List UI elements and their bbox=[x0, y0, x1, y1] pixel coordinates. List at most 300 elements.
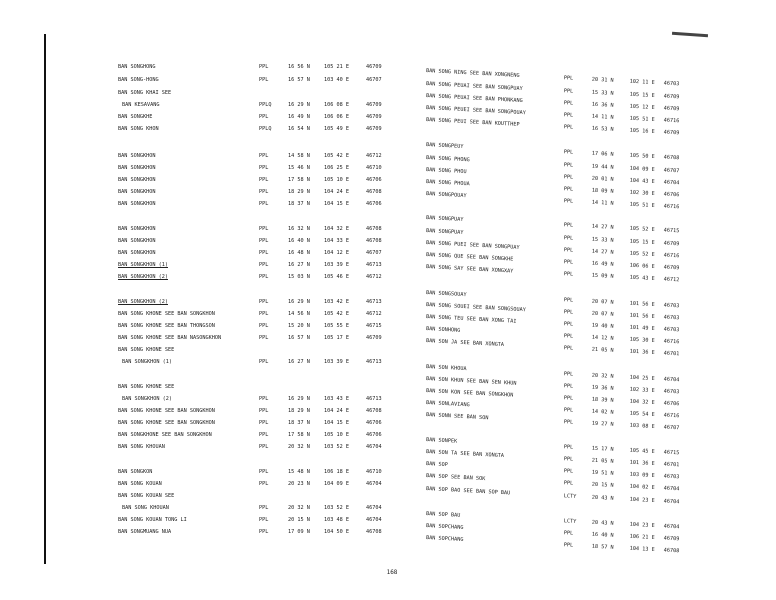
map-code: 46713 bbox=[366, 299, 382, 305]
latitude: 20 15 N bbox=[288, 517, 310, 523]
map-code: 46704 bbox=[663, 376, 680, 384]
latitude: 15 33 N bbox=[591, 89, 614, 97]
longitude: 105 15 E bbox=[629, 238, 655, 246]
longitude: 103 52 E bbox=[324, 505, 349, 511]
map-code: 46709 bbox=[366, 114, 382, 120]
feature-type: PPL bbox=[563, 247, 574, 254]
map-code: 46708 bbox=[366, 189, 382, 195]
map-code: 46716 bbox=[663, 338, 680, 346]
map-code: 46710 bbox=[366, 165, 382, 171]
map-code: 46708 bbox=[366, 408, 382, 414]
place-name: BAN SONG KHON bbox=[118, 126, 159, 132]
latitude: 18 29 N bbox=[288, 408, 310, 414]
longitude: 105 16 E bbox=[629, 127, 655, 135]
latitude: 17 09 N bbox=[288, 529, 310, 535]
place-name: BAN SONG QUE SEE BAN SONGKHE bbox=[425, 252, 514, 263]
map-code: 46703 bbox=[663, 473, 680, 481]
feature-type: PPL bbox=[563, 309, 574, 316]
longitude: 103 48 E bbox=[324, 517, 349, 523]
longitude: 106 25 E bbox=[324, 165, 349, 171]
map-code: 46708 bbox=[366, 238, 382, 244]
feature-type: PPL bbox=[259, 311, 269, 317]
longitude: 105 51 E bbox=[629, 115, 655, 123]
longitude: 105 42 E bbox=[324, 153, 349, 159]
feature-type: PPL bbox=[563, 444, 574, 451]
longitude: 105 12 E bbox=[629, 103, 655, 111]
place-name: BAN SONG KHONE SEE BAN SONGKHON bbox=[118, 420, 215, 426]
feature-type: PPL bbox=[259, 529, 269, 535]
feature-type: PPL bbox=[563, 198, 574, 205]
feature-type: PPL bbox=[259, 359, 269, 365]
longitude: 104 32 E bbox=[324, 226, 349, 232]
map-code: 46704 bbox=[663, 179, 680, 187]
map-code: 46703 bbox=[663, 80, 680, 88]
feature-type: PPL bbox=[563, 321, 574, 328]
latitude: 16 32 N bbox=[288, 226, 310, 232]
place-name: BAN SONG SOUEI SEE BAN SONGSOUAY bbox=[425, 302, 526, 314]
place-name: BAN SONGKHON bbox=[118, 250, 156, 256]
place-name: BAN SON TA SEE BAN XONGTA bbox=[425, 449, 505, 460]
latitude: 14 58 N bbox=[288, 153, 310, 159]
longitude: 104 24 E bbox=[324, 408, 349, 414]
map-code: 46709 bbox=[366, 335, 382, 341]
latitude: 14 11 N bbox=[591, 199, 614, 207]
longitude: 105 52 E bbox=[629, 225, 655, 233]
map-code: 46703 bbox=[663, 326, 680, 334]
latitude: 16 29 N bbox=[288, 396, 310, 402]
map-code: 46706 bbox=[366, 420, 382, 426]
map-code: 46703 bbox=[663, 302, 680, 310]
feature-type: PPL bbox=[563, 383, 574, 390]
latitude: 20 43 N bbox=[591, 494, 614, 502]
feature-type: PPL bbox=[563, 468, 574, 475]
feature-type: PPL bbox=[259, 64, 269, 70]
place-name: BAN SONGKHON (1) bbox=[122, 359, 172, 365]
map-code: 46706 bbox=[366, 201, 382, 207]
map-code: 46704 bbox=[663, 523, 680, 531]
latitude: 15 20 N bbox=[288, 323, 310, 329]
map-code: 46715 bbox=[663, 227, 680, 235]
place-name: BAN SONG KHOUAN bbox=[122, 505, 169, 511]
feature-type: PPL bbox=[563, 333, 574, 340]
longitude: 104 25 E bbox=[629, 374, 655, 382]
longitude: 103 52 E bbox=[324, 444, 349, 450]
map-code: 46713 bbox=[366, 262, 382, 268]
latitude: 16 36 N bbox=[591, 101, 614, 109]
feature-type: PPL bbox=[563, 222, 574, 229]
longitude: 106 21 E bbox=[629, 533, 655, 541]
feature-type: PPL bbox=[259, 153, 269, 159]
place-name: BAN SONG KOUAN bbox=[118, 481, 162, 487]
map-code: 46716 bbox=[663, 412, 680, 420]
longitude: 105 10 E bbox=[324, 177, 349, 183]
feature-type: PPL bbox=[259, 165, 269, 171]
latitude: 20 07 N bbox=[591, 310, 614, 318]
place-name: BAN SON KON SEE BAN SONGKHON bbox=[425, 388, 514, 399]
feature-type: PPL bbox=[259, 335, 269, 341]
feature-type: PPL bbox=[259, 444, 269, 450]
place-name: BAN KESAVANG bbox=[122, 102, 160, 108]
place-name: BAN SONG KHONE SEE BAN SONGKHON bbox=[118, 311, 215, 317]
feature-type: PPL bbox=[563, 259, 574, 266]
latitude: 16 53 N bbox=[591, 125, 614, 133]
map-code: 46709 bbox=[663, 105, 680, 113]
longitude: 105 43 E bbox=[629, 274, 655, 282]
latitude: 19 51 N bbox=[591, 469, 614, 477]
feature-type: PPL bbox=[563, 271, 574, 278]
map-code: 46713 bbox=[366, 359, 382, 365]
place-name: BAN SONG KHONE SEE bbox=[118, 347, 175, 353]
longitude: 101 36 E bbox=[629, 348, 655, 356]
latitude: 15 46 N bbox=[288, 165, 310, 171]
longitude: 101 56 E bbox=[629, 300, 655, 308]
place-name: BAN SONG SAY SEE BAN XONGXAY bbox=[425, 264, 514, 275]
place-name: BAN SONGHONG bbox=[118, 64, 156, 70]
feature-type: PPL bbox=[563, 149, 574, 156]
map-code: 46709 bbox=[663, 535, 680, 543]
place-name: BAN SONG-HONG bbox=[118, 77, 159, 83]
latitude: 16 27 N bbox=[288, 262, 310, 268]
longitude: 103 39 E bbox=[324, 262, 349, 268]
feature-type: LCTY bbox=[563, 518, 577, 525]
latitude: 18 09 N bbox=[591, 187, 614, 195]
place-name: BAN SONG PEUI SEE BAN KOUTTHEP bbox=[425, 117, 520, 128]
place-name: BAN SONG KHOUAN bbox=[118, 444, 165, 450]
latitude: 17 06 N bbox=[591, 150, 614, 158]
place-name: BAN SONGSOUAY bbox=[425, 290, 467, 299]
place-name: BAN SOPCHANG bbox=[425, 535, 464, 543]
map-code: 46703 bbox=[663, 314, 680, 322]
longitude: 102 33 E bbox=[629, 386, 655, 394]
place-name: BAN SON JA SEE BAN XONGTA bbox=[425, 338, 505, 349]
latitude: 15 33 N bbox=[591, 236, 614, 244]
longitude: 103 39 E bbox=[324, 359, 349, 365]
place-name: BAN SOP bbox=[425, 461, 449, 469]
longitude: 105 52 E bbox=[629, 250, 655, 258]
map-code: 46707 bbox=[366, 77, 382, 83]
latitude: 16 40 N bbox=[591, 531, 614, 539]
latitude: 20 32 N bbox=[288, 505, 310, 511]
place-name: BAN SON KHUN SEE BAN SEN KHUN bbox=[425, 376, 517, 387]
feature-type: LCTY bbox=[563, 493, 577, 500]
map-code: 46716 bbox=[663, 252, 680, 260]
map-code: 46713 bbox=[366, 396, 382, 402]
map-code: 46715 bbox=[366, 323, 382, 329]
longitude: 101 36 E bbox=[629, 459, 655, 467]
longitude: 102 11 E bbox=[629, 78, 655, 86]
longitude: 105 46 E bbox=[324, 274, 349, 280]
place-name: BAN SOPCHANG bbox=[425, 523, 464, 531]
feature-type: PPL bbox=[563, 371, 574, 378]
map-code: 46708 bbox=[663, 154, 680, 162]
longitude: 106 06 E bbox=[324, 114, 349, 120]
place-name: BAN SONG NING SEE BAN XONGNENG bbox=[425, 68, 520, 79]
map-code: 46704 bbox=[366, 505, 382, 511]
longitude: 105 45 E bbox=[629, 447, 655, 455]
place-name: BAN SONGKHONE SEE BAN SONGKHON bbox=[118, 432, 212, 438]
feature-type: PPL bbox=[563, 407, 574, 414]
place-name: BAN SONGKHON bbox=[118, 165, 156, 171]
latitude: 15 09 N bbox=[591, 272, 614, 280]
feature-type: PPL bbox=[259, 201, 269, 207]
place-name: BAN SONG KOUAN SEE bbox=[118, 493, 175, 499]
place-name: BAN SON KHOUA bbox=[425, 364, 467, 373]
place-name: BAN SONG KOUAN TONG LI bbox=[118, 517, 187, 523]
feature-type: PPL bbox=[563, 235, 574, 242]
feature-type: PPLQ bbox=[259, 126, 272, 132]
place-name: BAN SONG PEUAI SEE BAN SONGPUAY bbox=[425, 81, 523, 93]
place-name: BAN SONGKHON (2) bbox=[118, 299, 168, 305]
place-name: BAN SONG PEUEI SEE BAN SONGPOUAY bbox=[425, 105, 526, 117]
map-code: 46703 bbox=[663, 388, 680, 396]
latitude: 21 05 N bbox=[591, 457, 614, 465]
feature-type: PPL bbox=[563, 174, 574, 181]
feature-type: PPL bbox=[563, 297, 574, 304]
place-name: BAN SONHONG bbox=[425, 326, 461, 334]
feature-type: PPL bbox=[259, 299, 269, 305]
gazetteer-entry bbox=[425, 213, 680, 235]
map-code: 46707 bbox=[663, 167, 680, 175]
feature-type: PPL bbox=[259, 408, 269, 414]
longitude: 105 30 E bbox=[629, 336, 655, 344]
feature-type: PPL bbox=[259, 262, 269, 268]
place-name: BAN SOP BAU bbox=[425, 511, 461, 519]
map-code: 46710 bbox=[366, 469, 382, 475]
latitude: 21 05 N bbox=[591, 346, 614, 354]
feature-type: PPL bbox=[259, 432, 269, 438]
latitude: 15 17 N bbox=[591, 445, 614, 453]
map-code: 46709 bbox=[366, 64, 382, 70]
longitude: 104 24 E bbox=[324, 189, 349, 195]
longitude: 104 32 E bbox=[629, 398, 655, 406]
map-code: 46704 bbox=[663, 498, 680, 506]
map-code: 46709 bbox=[663, 264, 680, 272]
feature-type: PPL bbox=[563, 456, 574, 463]
latitude: 16 49 N bbox=[288, 114, 310, 120]
longitude: 103 09 E bbox=[629, 471, 655, 479]
longitude: 104 09 E bbox=[629, 165, 655, 173]
longitude: 104 13 E bbox=[629, 545, 655, 553]
map-code: 46709 bbox=[366, 126, 382, 132]
place-name: BAN SONG PHONG bbox=[425, 155, 470, 164]
latitude: 20 31 N bbox=[591, 76, 614, 84]
latitude: 20 32 N bbox=[288, 444, 310, 450]
place-name: BAN SOP SEE BAN SOK bbox=[425, 473, 486, 483]
latitude: 17 58 N bbox=[288, 432, 310, 438]
place-name: BAN SONGKHON bbox=[118, 189, 156, 195]
longitude: 105 49 E bbox=[324, 126, 349, 132]
map-code: 46707 bbox=[663, 424, 680, 432]
latitude: 14 27 N bbox=[591, 248, 614, 256]
latitude: 16 56 N bbox=[288, 64, 310, 70]
feature-type: PPL bbox=[563, 395, 574, 402]
longitude: 103 43 E bbox=[324, 396, 349, 402]
map-code: 46701 bbox=[663, 461, 680, 469]
latitude: 20 32 N bbox=[591, 372, 614, 380]
feature-type: PPL bbox=[563, 124, 574, 131]
place-name: BAN SONG KHONE SEE BAN THONGSON bbox=[118, 323, 215, 329]
latitude: 14 27 N bbox=[591, 223, 614, 231]
feature-type: PPL bbox=[259, 250, 269, 256]
latitude: 19 44 N bbox=[591, 163, 614, 171]
latitude: 17 58 N bbox=[288, 177, 310, 183]
place-name: BAN SONG PEUAI SEE BAN PHONKANG bbox=[425, 93, 523, 105]
map-code: 46716 bbox=[663, 203, 680, 211]
map-code: 46704 bbox=[366, 517, 382, 523]
place-name: BAN SOP BAO SEE BAN SOP BAU bbox=[425, 486, 511, 497]
place-name: BAN SONN SEE BAN SON bbox=[425, 412, 489, 422]
longitude: 105 21 E bbox=[324, 64, 349, 70]
place-name: BAN SONGMUANG NUA bbox=[118, 529, 172, 535]
place-name: BAN SONGKON bbox=[118, 469, 153, 475]
latitude: 20 23 N bbox=[288, 481, 310, 487]
place-name: BAN SONGKHON (2) bbox=[118, 274, 168, 280]
place-name: BAN SONGKHON bbox=[118, 201, 156, 207]
map-code: 46712 bbox=[366, 311, 382, 317]
latitude: 19 27 N bbox=[591, 420, 614, 428]
latitude: 14 12 N bbox=[591, 334, 614, 342]
place-name: BAN SONG KHAI SEE bbox=[118, 90, 172, 96]
longitude: 104 23 E bbox=[629, 496, 655, 504]
place-name: BAN SONG PHOUA bbox=[425, 179, 470, 188]
map-code: 46704 bbox=[366, 444, 382, 450]
latitude: 16 29 N bbox=[288, 299, 310, 305]
place-name: BAN SONG KHONE SEE bbox=[118, 384, 175, 390]
map-code: 46712 bbox=[366, 153, 382, 159]
longitude: 101 56 E bbox=[629, 312, 655, 320]
feature-type: PPL bbox=[563, 480, 574, 487]
longitude: 101 49 E bbox=[629, 324, 655, 332]
feature-type: PPL bbox=[259, 396, 269, 402]
latitude: 16 57 N bbox=[288, 335, 310, 341]
map-code: 46716 bbox=[663, 117, 680, 125]
map-code: 46709 bbox=[663, 129, 680, 137]
place-name: BAN SONGPUAY bbox=[425, 215, 464, 223]
place-name: BAN SONGKHON (1) bbox=[118, 262, 168, 268]
latitude: 14 11 N bbox=[591, 113, 614, 121]
feature-type: PPL bbox=[259, 238, 269, 244]
feature-type: PPL bbox=[563, 186, 574, 193]
feature-type: PPL bbox=[259, 481, 269, 487]
feature-type: PPL bbox=[259, 274, 269, 280]
latitude: 19 36 N bbox=[591, 384, 614, 392]
map-code: 46701 bbox=[663, 350, 680, 358]
longitude: 105 51 E bbox=[629, 201, 655, 209]
place-name: BAN SONG KHONE SEE BAN SONGKHON bbox=[118, 408, 215, 414]
feature-type: PPL bbox=[563, 345, 574, 352]
map-code: 46709 bbox=[663, 240, 680, 248]
map-code: 46706 bbox=[663, 191, 680, 199]
map-code: 46712 bbox=[663, 276, 680, 284]
latitude: 15 48 N bbox=[288, 469, 310, 475]
longitude: 106 08 E bbox=[324, 102, 349, 108]
feature-type: PPL bbox=[259, 189, 269, 195]
place-name: BAN SONG TEU SEE BAN XONG TAI bbox=[425, 314, 517, 325]
page-number: 168 bbox=[386, 569, 398, 576]
place-name: BAN SONGKHON bbox=[118, 226, 156, 232]
place-name: BAN SONGKHON bbox=[118, 153, 156, 159]
latitude: 15 03 N bbox=[288, 274, 310, 280]
place-name: BAN SONGPUAY bbox=[425, 228, 464, 236]
latitude: 14 02 N bbox=[591, 408, 614, 416]
longitude: 104 23 E bbox=[629, 521, 655, 529]
latitude: 16 54 N bbox=[288, 126, 310, 132]
map-code: 46706 bbox=[366, 177, 382, 183]
feature-type: PPL bbox=[259, 505, 269, 511]
latitude: 18 29 N bbox=[288, 189, 310, 195]
longitude: 105 42 E bbox=[324, 311, 349, 317]
longitude: 106 18 E bbox=[324, 469, 349, 475]
longitude: 105 17 E bbox=[324, 335, 349, 341]
longitude: 104 12 E bbox=[324, 250, 349, 256]
map-code: 46706 bbox=[366, 432, 382, 438]
latitude: 18 39 N bbox=[591, 396, 614, 404]
latitude: 16 48 N bbox=[288, 250, 310, 256]
longitude: 105 10 E bbox=[324, 432, 349, 438]
map-code: 46704 bbox=[663, 485, 680, 493]
latitude: 16 40 N bbox=[288, 238, 310, 244]
latitude: 16 49 N bbox=[591, 260, 614, 268]
longitude: 103 40 E bbox=[324, 77, 349, 83]
place-name: BAN SONG PHOU bbox=[425, 167, 467, 176]
feature-type: PPLQ bbox=[259, 102, 272, 108]
map-code: 46709 bbox=[663, 93, 680, 101]
feature-type: PPL bbox=[259, 77, 269, 83]
longitude: 104 33 E bbox=[324, 238, 349, 244]
place-name: BAN SONGKHON bbox=[118, 238, 156, 244]
latitude: 18 57 N bbox=[591, 543, 614, 551]
longitude: 105 54 E bbox=[629, 410, 655, 418]
place-name: BAN SONPEK bbox=[425, 437, 458, 445]
feature-type: PPL bbox=[563, 75, 574, 82]
feature-type: PPL bbox=[259, 323, 269, 329]
map-code: 46704 bbox=[366, 481, 382, 487]
latitude: 18 37 N bbox=[288, 420, 310, 426]
longitude: 104 50 E bbox=[324, 529, 349, 535]
map-code: 46708 bbox=[366, 529, 382, 535]
latitude: 20 01 N bbox=[591, 175, 614, 183]
longitude: 104 15 E bbox=[324, 201, 349, 207]
feature-type: PPL bbox=[563, 112, 574, 119]
longitude: 106 06 E bbox=[629, 262, 655, 270]
place-name: BAN SONG KHONE SEE BAN NASONGKHON bbox=[118, 335, 222, 341]
latitude: 16 29 N bbox=[288, 102, 310, 108]
feature-type: PPL bbox=[563, 88, 574, 95]
map-code: 46715 bbox=[663, 449, 680, 457]
feature-type: PPL bbox=[259, 420, 269, 426]
map-code: 46706 bbox=[663, 400, 680, 408]
place-name: BAN SONG PUEI SEE BAN SONGPUAY bbox=[425, 240, 520, 251]
latitude: 20 07 N bbox=[591, 298, 614, 306]
map-code: 46707 bbox=[366, 250, 382, 256]
binding-edge-line bbox=[44, 34, 46, 564]
place-name: BAN SONGKHON bbox=[118, 177, 156, 183]
feature-type: PPL bbox=[563, 419, 574, 426]
feature-type: PPL bbox=[563, 530, 574, 537]
longitude: 102 30 E bbox=[629, 189, 655, 197]
feature-type: PPL bbox=[259, 114, 269, 120]
place-name: BAN SONLAVIANG bbox=[425, 400, 470, 409]
longitude: 104 09 E bbox=[324, 481, 349, 487]
latitude: 16 57 N bbox=[288, 77, 310, 83]
place-name: BAN SONGKHON (2) bbox=[122, 396, 172, 402]
feature-type: PPL bbox=[259, 177, 269, 183]
longitude: 104 15 E bbox=[324, 420, 349, 426]
feature-type: PPL bbox=[563, 542, 574, 549]
map-code: 46708 bbox=[366, 226, 382, 232]
latitude: 19 40 N bbox=[591, 322, 614, 330]
longitude: 104 43 E bbox=[629, 177, 655, 185]
